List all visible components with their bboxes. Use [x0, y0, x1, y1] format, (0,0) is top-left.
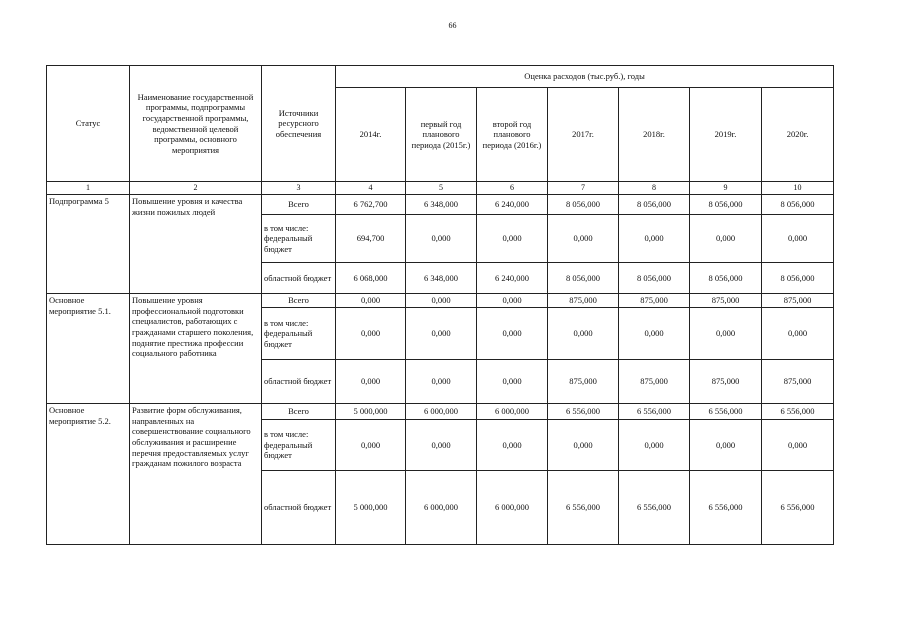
value-cell: 0,000: [548, 308, 619, 360]
source-cell: Всего: [262, 195, 336, 215]
name-cell: Повышение уровня профессиональной подготовки специалистов, работающих с гражданами старшего поколения, поднятие престижа профессии социального работника: [130, 294, 262, 404]
value-cell: 875,000: [762, 360, 834, 404]
column-number: 10: [762, 182, 834, 195]
source-cell: областной бюджет: [262, 360, 336, 404]
column-number: 3: [262, 182, 336, 195]
source-cell: областной бюджет: [262, 471, 336, 545]
value-cell: 0,000: [690, 308, 762, 360]
value-cell: 8 056,000: [619, 263, 690, 294]
value-cell: 6 240,000: [477, 195, 548, 215]
value-cell: 6 000,000: [477, 471, 548, 545]
column-number-row: [47, 182, 834, 195]
value-cell: 0,000: [477, 215, 548, 263]
value-cell: 0,000: [406, 420, 477, 471]
status-cell: Основное мероприятие 5.1.: [47, 294, 130, 404]
value-cell: 8 056,000: [762, 195, 834, 215]
column-number: 2: [130, 182, 262, 195]
source-cell: Всего: [262, 294, 336, 308]
table-row: [47, 294, 834, 308]
value-cell: 6 556,000: [548, 471, 619, 545]
header-name: Наименование государственной программы, подпрограммы государственной программы, ведомственной целевой программы, основного мероприятия: [130, 66, 262, 182]
table-body: [47, 195, 834, 545]
value-cell: 875,000: [548, 360, 619, 404]
value-cell: 0,000: [690, 420, 762, 471]
budget-table: [46, 65, 834, 545]
header-sources: Источники ресурсного обеспечения: [262, 66, 336, 182]
value-cell: 6 556,000: [690, 404, 762, 420]
value-cell: 6 240,000: [477, 263, 548, 294]
page-number: 66: [448, 21, 457, 30]
header-year: 2019г.: [690, 88, 762, 182]
value-cell: 0,000: [477, 294, 548, 308]
value-cell: 0,000: [477, 308, 548, 360]
column-number: 5: [406, 182, 477, 195]
value-cell: 6 762,700: [336, 195, 406, 215]
value-cell: 8 056,000: [762, 263, 834, 294]
value-cell: 0,000: [762, 308, 834, 360]
value-cell: 6 556,000: [619, 404, 690, 420]
header-year: 2014г.: [336, 88, 406, 182]
value-cell: 0,000: [477, 360, 548, 404]
value-cell: 0,000: [619, 420, 690, 471]
name-cell: Развитие форм обслуживания, направленных на совершенствование социального обслуживания и расширение перечня предоставляемых услуг гражданам пожилого возраста: [130, 404, 262, 545]
value-cell: 875,000: [762, 294, 834, 308]
value-cell: 0,000: [406, 308, 477, 360]
header-year: 2018г.: [619, 88, 690, 182]
value-cell: 8 056,000: [690, 263, 762, 294]
value-cell: 0,000: [762, 215, 834, 263]
column-number: 1: [47, 182, 130, 195]
table-row: [47, 195, 834, 215]
value-cell: 694,700: [336, 215, 406, 263]
source-cell: областной бюджет: [262, 263, 336, 294]
header-expenses-title: Оценка расходов (тыс.руб.), годы: [336, 66, 834, 88]
value-cell: 0,000: [548, 215, 619, 263]
source-cell: Всего: [262, 404, 336, 420]
value-cell: 5 000,000: [336, 471, 406, 545]
value-cell: 8 056,000: [690, 195, 762, 215]
source-cell: в том числе: федеральный бюджет: [262, 420, 336, 471]
column-number: 9: [690, 182, 762, 195]
value-cell: 6 556,000: [690, 471, 762, 545]
value-cell: 0,000: [690, 215, 762, 263]
value-cell: 875,000: [690, 294, 762, 308]
header-year: 2020г.: [762, 88, 834, 182]
value-cell: 6 348,000: [406, 263, 477, 294]
value-cell: 8 056,000: [548, 263, 619, 294]
column-number: 4: [336, 182, 406, 195]
header-year: 2017г.: [548, 88, 619, 182]
value-cell: 0,000: [619, 308, 690, 360]
status-cell: Основное мероприятие 5.2.: [47, 404, 130, 545]
value-cell: 875,000: [548, 294, 619, 308]
table-row: [47, 404, 834, 420]
value-cell: 8 056,000: [619, 195, 690, 215]
value-cell: 6 000,000: [406, 471, 477, 545]
value-cell: 0,000: [336, 308, 406, 360]
value-cell: 0,000: [336, 360, 406, 404]
column-number: 8: [619, 182, 690, 195]
source-cell: в том числе: федеральный бюджет: [262, 215, 336, 263]
value-cell: 6 556,000: [619, 471, 690, 545]
value-cell: 0,000: [336, 420, 406, 471]
column-number: 6: [477, 182, 548, 195]
value-cell: 0,000: [406, 215, 477, 263]
header-status: Статус: [47, 66, 130, 182]
value-cell: 6 556,000: [762, 471, 834, 545]
name-cell: Повышение уровня и качества жизни пожилых людей: [130, 195, 262, 294]
value-cell: 0,000: [762, 420, 834, 471]
column-number: 7: [548, 182, 619, 195]
source-cell: в том числе: федеральный бюджет: [262, 308, 336, 360]
value-cell: 6 000,000: [477, 404, 548, 420]
value-cell: 6 068,000: [336, 263, 406, 294]
value-cell: 0,000: [477, 420, 548, 471]
value-cell: 0,000: [406, 360, 477, 404]
value-cell: 8 056,000: [548, 195, 619, 215]
value-cell: 6 556,000: [548, 404, 619, 420]
value-cell: 0,000: [548, 420, 619, 471]
value-cell: 5 000,000: [336, 404, 406, 420]
value-cell: 0,000: [336, 294, 406, 308]
table-header: [47, 66, 834, 195]
header-year: первый год планового периода (2015г.): [406, 88, 477, 182]
value-cell: 875,000: [619, 360, 690, 404]
value-cell: 6 000,000: [406, 404, 477, 420]
value-cell: 875,000: [690, 360, 762, 404]
value-cell: 6 556,000: [762, 404, 834, 420]
header-year: второй год планового периода (2016г.): [477, 88, 548, 182]
value-cell: 0,000: [406, 294, 477, 308]
value-cell: 6 348,000: [406, 195, 477, 215]
value-cell: 875,000: [619, 294, 690, 308]
status-cell: Подпрограмма 5: [47, 195, 130, 294]
value-cell: 0,000: [619, 215, 690, 263]
